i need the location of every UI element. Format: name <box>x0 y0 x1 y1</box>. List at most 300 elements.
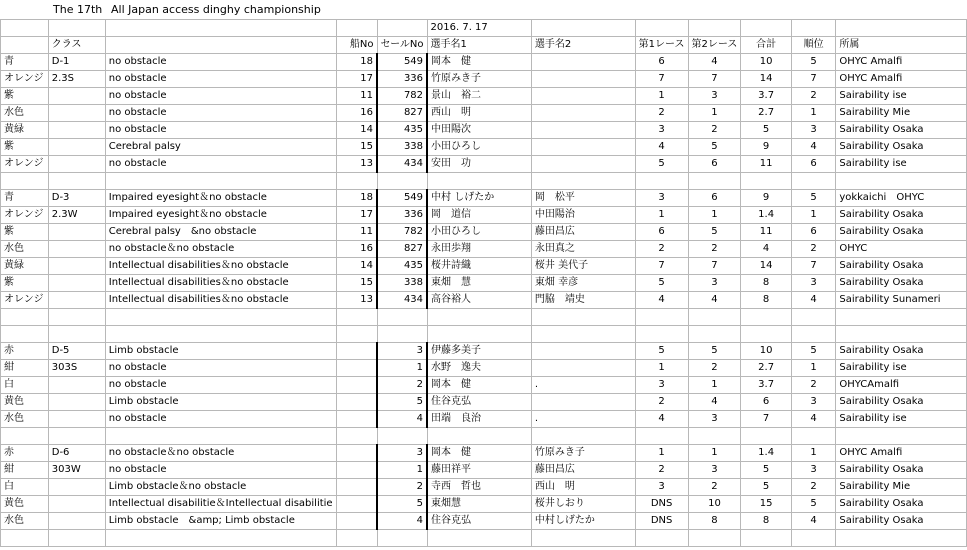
boat-no-cell <box>336 173 377 190</box>
sailor1-cell <box>427 530 531 547</box>
race2-cell: 5 <box>688 139 741 156</box>
race1-cell: 3 <box>635 190 688 207</box>
affiliation-cell: Sairability Osaka <box>836 394 967 411</box>
race2-cell: 1 <box>688 445 741 462</box>
rank-cell: 1 <box>791 207 836 224</box>
affiliation-cell: Sairability Osaka <box>836 139 967 156</box>
boat-no-cell: 15 <box>336 139 377 156</box>
table-row <box>1 139 967 156</box>
table-row <box>1 394 967 411</box>
boat-no-cell: 18 <box>336 54 377 71</box>
spacer-row <box>1 309 967 326</box>
sail-no-cell: 434 <box>377 292 427 309</box>
table-row <box>1 479 967 496</box>
sailor1-cell: 高谷裕人 <box>427 292 531 309</box>
class-cell: D-5 <box>48 343 105 360</box>
sailor1-cell: 小田ひろし <box>427 224 531 241</box>
condition-cell: no obstacle <box>105 156 336 173</box>
race2-cell: 5 <box>688 224 741 241</box>
class-cell: D-1 <box>48 54 105 71</box>
affiliation-cell: Sairability ise <box>836 156 967 173</box>
color-cell <box>1 173 49 190</box>
rank-cell: 3 <box>791 394 836 411</box>
sailor1-cell: 中田陽次 <box>427 122 531 139</box>
sailor2-cell <box>531 394 635 411</box>
class-cell: 303S <box>48 360 105 377</box>
rank-cell <box>791 20 836 37</box>
class-cell <box>48 479 105 496</box>
rank-cell: 3 <box>791 462 836 479</box>
sailor1-cell: 岡 道信 <box>427 207 531 224</box>
class-cell <box>48 139 105 156</box>
condition-cell: no obstacle <box>105 54 336 71</box>
total-cell: 2.7 <box>741 105 791 122</box>
sailor1-cell: 西山 明 <box>427 105 531 122</box>
rank-cell: 5 <box>791 496 836 513</box>
affiliation-cell: Sairability Osaka <box>836 258 967 275</box>
spacer-row <box>1 530 967 547</box>
rank-cell: 1 <box>791 105 836 122</box>
class-cell <box>48 258 105 275</box>
rank-cell: 4 <box>791 411 836 428</box>
race1-cell: 3 <box>635 122 688 139</box>
sail-no-cell: 2 <box>377 377 427 394</box>
color-cell: 紫 <box>1 88 49 105</box>
total-cell: 1.4 <box>741 445 791 462</box>
class-cell <box>48 292 105 309</box>
sailor1-cell: 岡本 健 <box>427 54 531 71</box>
table-row <box>1 275 967 292</box>
total-cell: 8 <box>741 275 791 292</box>
color-cell: 水色 <box>1 411 49 428</box>
sailor2-cell: 岡 松平 <box>531 190 635 207</box>
class-cell: D-3 <box>48 190 105 207</box>
sailor2-cell: 西山 明 <box>531 479 635 496</box>
race2-cell <box>688 428 741 445</box>
boat-no-cell <box>336 377 377 394</box>
race1-cell: 2 <box>635 241 688 258</box>
total-cell: 10 <box>741 343 791 360</box>
boat-no-cell <box>336 394 377 411</box>
race1-cell: 2 <box>635 462 688 479</box>
color-cell: オレンジ <box>1 71 49 88</box>
total-cell: 9 <box>741 190 791 207</box>
sailor1-cell: 東畑慧 <box>427 496 531 513</box>
sailor2-cell: 藤田昌広 <box>531 462 635 479</box>
class-cell <box>48 156 105 173</box>
column-header: 順位 <box>791 37 836 54</box>
column-header: 選手名2 <box>531 37 635 54</box>
affiliation-cell: Sairability Osaka <box>836 496 967 513</box>
sail-no-cell <box>377 326 427 343</box>
rank-cell: 5 <box>791 54 836 71</box>
affiliation-cell <box>836 326 967 343</box>
rank-cell: 1 <box>791 360 836 377</box>
boat-no-cell <box>336 513 377 530</box>
condition-cell: no obstacle＆no obstacle <box>105 241 336 258</box>
rank-cell: 7 <box>791 71 836 88</box>
class-cell <box>48 326 105 343</box>
sailor2-cell: 中村しげたか <box>531 513 635 530</box>
affiliation-cell: Sairability Osaka <box>836 207 967 224</box>
condition-cell: Impaired eyesight＆no obstacle <box>105 207 336 224</box>
spacer-row <box>1 326 967 343</box>
affiliation-cell: Sairability Osaka <box>836 275 967 292</box>
sail-no-cell: 5 <box>377 394 427 411</box>
race1-cell <box>635 326 688 343</box>
sailor1-cell: 岡本 健 <box>427 377 531 394</box>
column-header <box>105 37 336 54</box>
sailor1-cell <box>427 326 531 343</box>
sailor1-cell: 住谷克弘 <box>427 513 531 530</box>
sailor1-cell <box>427 173 531 190</box>
table-row <box>1 224 967 241</box>
condition-cell <box>105 173 336 190</box>
class-cell <box>48 275 105 292</box>
boat-no-cell: 17 <box>336 207 377 224</box>
boat-no-cell <box>336 343 377 360</box>
condition-cell: Cerebral palsy &no obstacle <box>105 224 336 241</box>
sailor2-cell <box>531 20 635 37</box>
color-cell: 青 <box>1 190 49 207</box>
condition-cell: Intellectual disabilities＆no obstacle <box>105 275 336 292</box>
sailor2-cell: 永田真之 <box>531 241 635 258</box>
sailor1-cell: 住谷克弘 <box>427 394 531 411</box>
total-cell: 5 <box>741 462 791 479</box>
sail-no-cell: 435 <box>377 122 427 139</box>
condition-cell: Limb obstacle <box>105 394 336 411</box>
table-row <box>1 462 967 479</box>
affiliation-cell: Sairability Osaka <box>836 513 967 530</box>
race1-cell: 4 <box>635 139 688 156</box>
color-cell <box>1 309 49 326</box>
boat-no-cell <box>336 20 377 37</box>
boat-no-cell: 16 <box>336 105 377 122</box>
sailor2-cell: 桜井しおり <box>531 496 635 513</box>
rank-cell: 4 <box>791 513 836 530</box>
table-row <box>1 122 967 139</box>
condition-cell: Intellectual disabilities＆no obstacle <box>105 258 336 275</box>
class-cell <box>48 377 105 394</box>
sail-no-cell: 434 <box>377 156 427 173</box>
race2-cell <box>688 309 741 326</box>
color-cell: 白 <box>1 377 49 394</box>
race1-cell: 1 <box>635 88 688 105</box>
race2-cell <box>688 530 741 547</box>
class-cell <box>48 428 105 445</box>
total-cell: 6 <box>741 394 791 411</box>
class-cell <box>48 513 105 530</box>
race2-cell: 4 <box>688 394 741 411</box>
total-cell: 5 <box>741 122 791 139</box>
boat-no-cell: 16 <box>336 241 377 258</box>
color-cell: 赤 <box>1 445 49 462</box>
rank-cell: 2 <box>791 377 836 394</box>
boat-no-cell: 18 <box>336 190 377 207</box>
affiliation-cell: OHYC Amalfi <box>836 71 967 88</box>
total-cell: 1.4 <box>741 207 791 224</box>
sail-no-cell: 1 <box>377 360 427 377</box>
sail-no-cell: 338 <box>377 275 427 292</box>
class-cell <box>48 241 105 258</box>
condition-cell: Limb obstacle <box>105 343 336 360</box>
affiliation-cell <box>836 309 967 326</box>
sail-no-cell <box>377 428 427 445</box>
condition-cell: no obstacle＆no obstacle <box>105 445 336 462</box>
condition-cell: Limb obstacle＆no obstacle <box>105 479 336 496</box>
rank-cell <box>791 326 836 343</box>
boat-no-cell <box>336 411 377 428</box>
affiliation-cell: Sairability Osaka <box>836 462 967 479</box>
sailor1-cell: 中村 しげたか <box>427 190 531 207</box>
rank-cell: 4 <box>791 292 836 309</box>
results-table <box>0 19 967 547</box>
total-cell: 7 <box>741 411 791 428</box>
sail-no-cell <box>377 173 427 190</box>
total-cell: 9 <box>741 139 791 156</box>
sail-no-cell: 782 <box>377 224 427 241</box>
sailor1-cell <box>427 309 531 326</box>
condition-cell <box>105 530 336 547</box>
table-row <box>1 411 967 428</box>
race1-cell: 5 <box>635 275 688 292</box>
class-cell: 2.3W <box>48 207 105 224</box>
boat-no-cell <box>336 326 377 343</box>
sail-no-cell <box>377 309 427 326</box>
race2-cell: 3 <box>688 462 741 479</box>
sailor2-cell <box>531 343 635 360</box>
boat-no-cell <box>336 479 377 496</box>
affiliation-cell <box>836 173 967 190</box>
sailor1-cell: 藤田祥平 <box>427 462 531 479</box>
color-cell: 紺 <box>1 360 49 377</box>
race2-cell: 3 <box>688 88 741 105</box>
boat-no-cell <box>336 445 377 462</box>
affiliation-cell: OHYC Amalfi <box>836 54 967 71</box>
class-cell: 303W <box>48 462 105 479</box>
race1-cell <box>635 309 688 326</box>
affiliation-cell <box>836 20 967 37</box>
color-cell: 青 <box>1 54 49 71</box>
condition-cell: Intellectual disabilities＆no obstacle <box>105 292 336 309</box>
rank-cell: 5 <box>791 343 836 360</box>
race1-cell: 3 <box>635 479 688 496</box>
color-cell: 水色 <box>1 105 49 122</box>
condition-cell: no obstacle <box>105 122 336 139</box>
total-cell: 4 <box>741 241 791 258</box>
sail-no-cell: 1 <box>377 462 427 479</box>
column-header: 第2レース <box>688 37 741 54</box>
total-cell <box>741 326 791 343</box>
boat-no-cell: 13 <box>336 292 377 309</box>
race1-cell <box>635 428 688 445</box>
column-header-row <box>1 37 967 54</box>
date-row <box>1 20 967 37</box>
race1-cell: 1 <box>635 360 688 377</box>
column-header: 選手名1 <box>427 37 531 54</box>
sailor1-cell: 岡本 健 <box>427 445 531 462</box>
sail-no-cell: 336 <box>377 207 427 224</box>
class-cell <box>48 20 105 37</box>
sail-no-cell: 549 <box>377 190 427 207</box>
total-cell: 14 <box>741 258 791 275</box>
sail-no-cell: 2 <box>377 479 427 496</box>
sail-no-cell: 3 <box>377 445 427 462</box>
table-row <box>1 207 967 224</box>
race1-cell: DNS <box>635 513 688 530</box>
race1-cell: 1 <box>635 445 688 462</box>
race1-cell: DNS <box>635 496 688 513</box>
affiliation-cell: Sairability Osaka <box>836 224 967 241</box>
sail-no-cell: 5 <box>377 496 427 513</box>
sailor1-cell: 景山 裕二 <box>427 88 531 105</box>
color-cell: 紺 <box>1 462 49 479</box>
class-cell <box>48 309 105 326</box>
rank-cell: 4 <box>791 139 836 156</box>
total-cell: 5 <box>741 479 791 496</box>
sail-no-cell: 336 <box>377 71 427 88</box>
race2-cell: 7 <box>688 258 741 275</box>
boat-no-cell <box>336 428 377 445</box>
sail-no-cell: 338 <box>377 139 427 156</box>
race2-cell <box>688 173 741 190</box>
race2-cell <box>688 326 741 343</box>
table-row <box>1 496 967 513</box>
color-cell: オレンジ <box>1 207 49 224</box>
class-cell: 2.3S <box>48 71 105 88</box>
race2-cell: 5 <box>688 343 741 360</box>
total-cell: 10 <box>741 54 791 71</box>
race1-cell: 7 <box>635 71 688 88</box>
race2-cell: 6 <box>688 156 741 173</box>
color-cell <box>1 20 49 37</box>
total-cell <box>741 428 791 445</box>
table-row <box>1 54 967 71</box>
sailor2-cell <box>531 173 635 190</box>
sailor1-cell: 東畑 慧 <box>427 275 531 292</box>
total-cell: 11 <box>741 224 791 241</box>
sailor2-cell <box>531 105 635 122</box>
color-cell: 紫 <box>1 139 49 156</box>
sailor1-cell: 桜井詩織 <box>427 258 531 275</box>
affiliation-cell: OHYC <box>836 241 967 258</box>
boat-no-cell: 13 <box>336 156 377 173</box>
affiliation-cell: Sairability Mie <box>836 479 967 496</box>
boat-no-cell: 11 <box>336 224 377 241</box>
sailor1-cell: 寺西 哲也 <box>427 479 531 496</box>
race2-cell: 1 <box>688 377 741 394</box>
rank-cell <box>791 173 836 190</box>
color-cell: 白 <box>1 479 49 496</box>
color-cell: オレンジ <box>1 292 49 309</box>
condition-cell: no obstacle <box>105 411 336 428</box>
sailor2-cell: 門脇 靖史 <box>531 292 635 309</box>
table-row <box>1 88 967 105</box>
color-cell: 黄緑 <box>1 258 49 275</box>
condition-cell: Cerebral palsy <box>105 139 336 156</box>
rank-cell: 2 <box>791 479 836 496</box>
condition-cell: Intellectual disabilitie＆Intellectual disabilitie <box>105 496 336 513</box>
rank-cell <box>791 309 836 326</box>
rank-cell: 6 <box>791 156 836 173</box>
sail-no-cell: 435 <box>377 258 427 275</box>
race2-cell: 2 <box>688 241 741 258</box>
color-cell: 水色 <box>1 513 49 530</box>
race2-cell <box>688 20 741 37</box>
total-cell: 2.7 <box>741 360 791 377</box>
total-cell: 8 <box>741 292 791 309</box>
boat-no-cell: 17 <box>336 71 377 88</box>
boat-no-cell <box>336 530 377 547</box>
condition-cell: no obstacle <box>105 377 336 394</box>
affiliation-cell: Sairability Mie <box>836 105 967 122</box>
color-cell <box>1 37 49 54</box>
total-cell: 8 <box>741 513 791 530</box>
table-row <box>1 190 967 207</box>
race1-cell: 2 <box>635 105 688 122</box>
race2-cell: 7 <box>688 71 741 88</box>
boat-no-cell <box>336 462 377 479</box>
boat-no-cell: 15 <box>336 275 377 292</box>
class-cell <box>48 122 105 139</box>
condition-cell: no obstacle <box>105 88 336 105</box>
condition-cell: Impaired eyesight＆no obstacle <box>105 190 336 207</box>
color-cell <box>1 326 49 343</box>
sailor2-cell <box>531 88 635 105</box>
sailor2-cell <box>531 530 635 547</box>
condition-cell: no obstacle <box>105 360 336 377</box>
race2-cell: 3 <box>688 275 741 292</box>
sailor2-cell: . <box>531 411 635 428</box>
class-cell <box>48 394 105 411</box>
sailor2-cell: 竹原みき子 <box>531 445 635 462</box>
race1-cell: 1 <box>635 207 688 224</box>
rank-cell <box>791 428 836 445</box>
color-cell <box>1 428 49 445</box>
class-cell <box>48 530 105 547</box>
sailor1-cell <box>427 428 531 445</box>
race1-cell: 5 <box>635 156 688 173</box>
total-cell: 11 <box>741 156 791 173</box>
table-row <box>1 360 967 377</box>
sailor2-cell <box>531 309 635 326</box>
column-header: クラス <box>48 37 105 54</box>
edition-label: The 17th <box>53 3 103 16</box>
class-cell <box>48 496 105 513</box>
race1-cell: 4 <box>635 411 688 428</box>
total-cell <box>741 530 791 547</box>
sail-no-cell: 827 <box>377 241 427 258</box>
boat-no-cell <box>336 496 377 513</box>
affiliation-cell: Sairability ise <box>836 88 967 105</box>
total-cell: 3.7 <box>741 377 791 394</box>
column-header: 第1レース <box>635 37 688 54</box>
sailor2-cell <box>531 139 635 156</box>
condition-cell: no obstacle <box>105 462 336 479</box>
rank-cell: 5 <box>791 190 836 207</box>
color-cell: 黄緑 <box>1 122 49 139</box>
race1-cell: 3 <box>635 377 688 394</box>
race2-cell: 2 <box>688 360 741 377</box>
table-row <box>1 241 967 258</box>
race1-cell: 4 <box>635 292 688 309</box>
condition-cell: Limb obstacle &amp; Limb obstacle <box>105 513 336 530</box>
sail-no-cell: 3 <box>377 343 427 360</box>
boat-no-cell: 14 <box>336 258 377 275</box>
color-cell: 紫 <box>1 224 49 241</box>
column-header: 所属 <box>836 37 967 54</box>
race1-cell: 5 <box>635 343 688 360</box>
